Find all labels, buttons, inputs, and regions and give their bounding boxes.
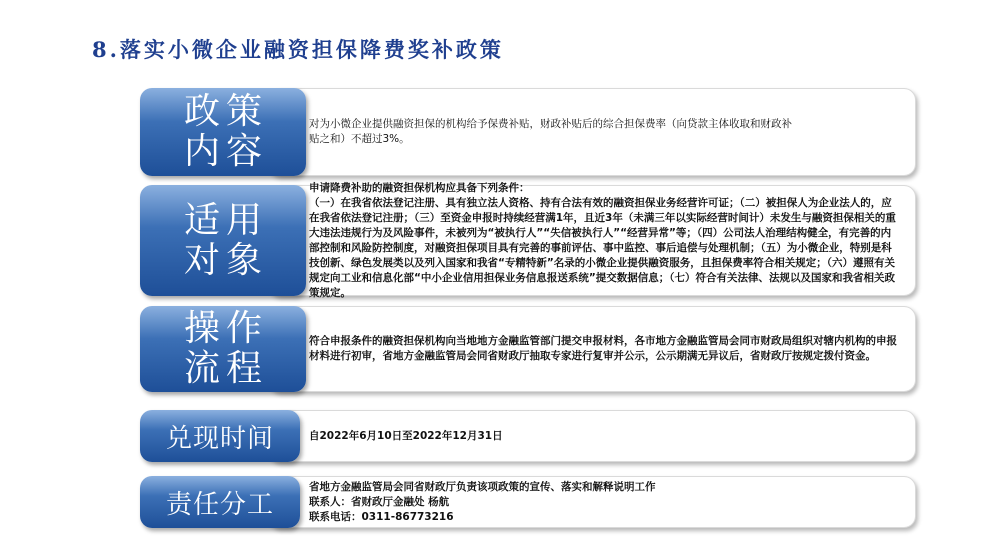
policy-content-text-box bbox=[268, 88, 916, 176]
applicable-target-text-box bbox=[268, 181, 916, 299]
applicable-target-text: 申请降费补助的融资担保机构应具备下列条件： （一）在我省依法登记注册、具有独立法人资格、持有合法有效的融资担保业务经营许可证；（二）被担保人为企业法人的，应在我省依法登记注册；（三）至资金申报时持续经营满1年，且近3年（未满三年以实际经营时间计）未发生与融资担保相关的重大违法违规行为及风险事件，未被列为“被执行人”“失信被执行人”“经营异常”等；（四）公司法人治理结构健全，有完善的内部控制和风险防控制度，对融资担保项目具有完善的事前评估、事中监控、事后追偿与处理机制；（五）为小微企业，特别是科技创新、绿色发展类以及列入国家和我省“专精特新”名录的小微企业提供融资服务，且担保费率符合相关规定；（六）遵照有关规定向工业和信息化部“中小企业信用担保业务信息报送系统”提交数据信息；（七）符合有关法律、法规以及国家和我省相关政策规定。 bbox=[309, 181, 896, 299]
redemption-time-text: 自2022年6月10日至2022年12月31日 bbox=[309, 429, 503, 442]
responsibility-text: 省地方金融监管局会同省财政厅负责该项政策的宣传、落实和解释说明工作 联系人：省财政厅金融处 杨航 联系电话：0311-86773216 bbox=[309, 480, 656, 523]
policy-content-row bbox=[140, 88, 916, 176]
applicable-target-row bbox=[140, 181, 916, 299]
responsibility-label: 责任分工 bbox=[140, 476, 300, 528]
operation-process-row bbox=[140, 306, 916, 392]
responsibility-text-box bbox=[268, 476, 916, 528]
redemption-time-text-box bbox=[268, 410, 916, 462]
policy-content-text: 对为小微企业提供融资担保的机构给予保费补贴，财政补贴后的综合担保费率（向贷款主体收取和财政补 贴之和）不超过3%。 bbox=[309, 118, 792, 145]
applicable-target-label: 适用 对象 bbox=[140, 185, 306, 296]
page-title: 8.落实小微企业融资担保降费奖补政策 bbox=[92, 37, 504, 62]
operation-process-text-box bbox=[268, 306, 916, 392]
redemption-time-label: 兑现时间 bbox=[140, 410, 300, 462]
operation-process-label: 操作 流程 bbox=[140, 306, 306, 392]
responsibility-row bbox=[140, 476, 916, 528]
policy-content-label: 政策 内容 bbox=[140, 88, 306, 176]
operation-process-text: 符合申报条件的融资担保机构向当地地方金融监管部门提交申报材料，各市地方金融监管局会同市财政局组织对辖内机构的申报材料进行初审，省地方金融监管局会同省财政厅抽取专家进行复审并公示，公示期满无异议后，省财政厅按规定拨付资金。 bbox=[309, 335, 897, 362]
redemption-time-row bbox=[140, 410, 916, 462]
